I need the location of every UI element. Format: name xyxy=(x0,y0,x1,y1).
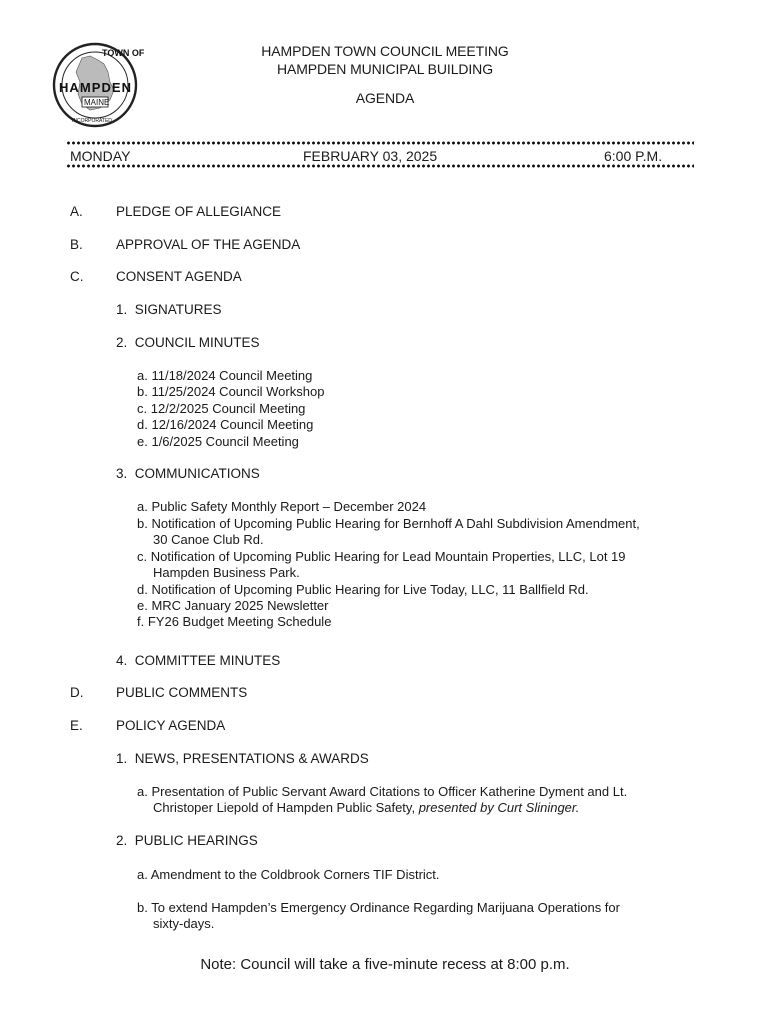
list-item: b. To extend Hampden’s Emergency Ordinance Regarding Marijuana Operations for xyxy=(137,900,620,915)
header-agenda: AGENDA xyxy=(355,90,415,106)
list-item: a. Presentation of Public Servant Award Citations to Officer Katherine Dyment and Lt. xyxy=(137,784,628,799)
item-signatures xyxy=(116,302,222,317)
recess-note: Note: Council will take a five-minute recess at 8:00 p.m. xyxy=(200,956,570,973)
dotted-rule-bottom xyxy=(66,164,694,168)
item-number: 4. xyxy=(116,653,128,668)
list-item-continuation: Christoper Liepold of Hampden Public Safety, presented by Curt Slininger. xyxy=(153,800,580,815)
list-item: d. Notification of Upcoming Public Hearing for Live Today, LLC, 11 Ballfield Rd. xyxy=(137,582,589,597)
meeting-date: FEBRUARY 03, 2025 xyxy=(303,148,438,164)
seal-name-text: HAMPDEN xyxy=(59,80,131,95)
section-title: PUBLIC COMMENTS xyxy=(116,685,248,700)
header-building: HAMPDEN MUNICIPAL BUILDING xyxy=(277,61,493,77)
item-title: COMMUNICATIONS xyxy=(134,466,260,481)
list-item-continuation: Hampden Business Park. xyxy=(153,565,300,580)
list-item: e. 1/6/2025 Council Meeting xyxy=(137,434,299,449)
section-title: PLEDGE OF ALLEGIANCE xyxy=(116,204,282,219)
list-item-continuation: 30 Canoe Club Rd. xyxy=(153,532,264,547)
item-title: SIGNATURES xyxy=(134,302,222,317)
section-title: APPROVAL OF THE AGENDA xyxy=(116,237,301,252)
item-council-minutes xyxy=(116,335,260,350)
list-item: e. MRC January 2025 Newsletter xyxy=(137,598,329,613)
item-title: NEWS, PRESENTATIONS & AWARDS xyxy=(134,751,369,766)
list-item: c. 12/2/2025 Council Meeting xyxy=(137,401,306,416)
item-communications xyxy=(116,466,260,481)
list-item: c. Notification of Upcoming Public Hearing for Lead Mountain Properties, LLC, Lot 19 xyxy=(137,549,626,564)
item-number: 2. xyxy=(116,335,128,350)
header-title: HAMPDEN TOWN COUNCIL MEETING xyxy=(261,43,509,59)
item-committee-minutes xyxy=(116,653,280,668)
seal-top-text: TOWN OF xyxy=(102,48,145,58)
section-letter: A. xyxy=(70,204,83,219)
item-title: COUNCIL MINUTES xyxy=(134,335,260,350)
list-item: a. Public Safety Monthly Report – December 2024 xyxy=(137,499,427,514)
section-letter: D. xyxy=(70,685,84,700)
section-title: CONSENT AGENDA xyxy=(116,269,242,284)
list-item-continuation: sixty-days. xyxy=(153,916,215,931)
section-title: POLICY AGENDA xyxy=(116,718,226,733)
list-item: b. Notification of Upcoming Public Hearing for Bernhoff A Dahl Subdivision Amendment, xyxy=(137,516,640,531)
section-letter: B. xyxy=(70,237,83,252)
item-news-presentations xyxy=(116,751,369,766)
section-letter: E. xyxy=(70,718,83,733)
seal-state-text: MAINE xyxy=(84,98,110,107)
list-item: b. 11/25/2024 Council Workshop xyxy=(137,384,325,399)
list-item: f. FY26 Budget Meeting Schedule xyxy=(137,614,332,629)
meeting-day: MONDAY xyxy=(70,148,131,164)
item-number: 1. xyxy=(116,302,128,317)
item-number: 3. xyxy=(116,466,128,481)
section-letter: C. xyxy=(70,269,84,284)
item-public-hearings xyxy=(116,833,258,848)
list-item: a. Amendment to the Coldbrook Corners TIF District. xyxy=(137,867,440,882)
meeting-time: 6:00 P.M. xyxy=(604,148,663,164)
item-title: COMMITTEE MINUTES xyxy=(134,653,281,668)
dotted-rule-top xyxy=(66,141,694,145)
item-number: 2. xyxy=(116,833,128,848)
list-item: a. 11/18/2024 Council Meeting xyxy=(137,368,313,383)
seal-ring-text: INCORPORATED xyxy=(72,118,112,124)
item-number: 1. xyxy=(116,751,128,766)
list-item: d. 12/16/2024 Council Meeting xyxy=(137,417,314,432)
item-title: PUBLIC HEARINGS xyxy=(134,833,258,848)
